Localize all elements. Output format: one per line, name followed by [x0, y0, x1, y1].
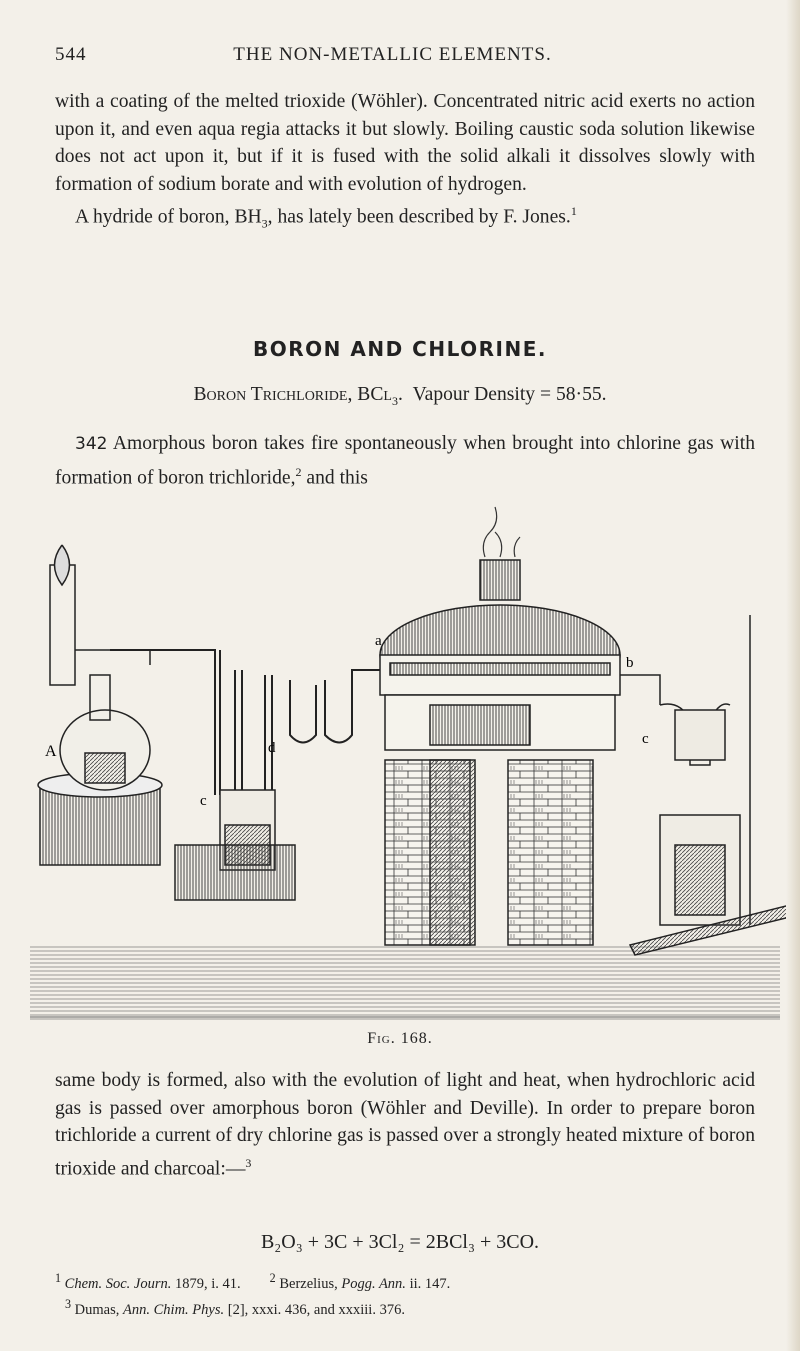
top-paragraph	[55, 88, 755, 238]
subsection-title	[0, 384, 800, 409]
footnote-1-source: Chem. Soc. Journ.	[64, 1275, 172, 1292]
continuation-text: same body is formed, also with the evolution of light and heat, when hydrochloric acid gas is passed over amorphous boron (Wöhler and Deville). In order to prepare boron trichloride a current of dry chlorine gas is passed over a strongly heated mixture of boron trioxide and charcoal:—	[55, 1070, 755, 1180]
subsection-title-text: Boron Trichloride, BCl	[193, 384, 392, 405]
continuation-paragraph	[55, 1067, 755, 1183]
receiver-apparatus	[620, 615, 790, 955]
hydride-lead: A hydride of boron, BH	[75, 206, 262, 228]
footnote-ref-1: 1	[570, 204, 577, 218]
label-c-right: c	[642, 731, 649, 747]
apparatus-figure	[30, 505, 790, 1020]
label-c-left: c	[200, 793, 207, 809]
label-d: d	[268, 740, 276, 756]
label-a: a	[375, 633, 382, 649]
hydride-sub: 3	[261, 216, 268, 231]
footnote-3-author: Dumas,	[74, 1301, 120, 1318]
drying-base	[175, 845, 295, 900]
paragraph-342-text-b: and this	[306, 467, 368, 489]
label-b: b	[626, 655, 634, 671]
footnote-1-rest: 1879, i. 41.	[175, 1275, 241, 1292]
footnote-3	[55, 1294, 755, 1320]
footnote-1-2	[55, 1268, 755, 1294]
footnote-mark-3: 3	[65, 1296, 72, 1311]
running-header	[55, 44, 730, 74]
footnote-ref-2: 2	[295, 464, 302, 479]
paragraph-number: 342	[75, 434, 108, 454]
floor-shading	[30, 945, 780, 1020]
furnace	[380, 560, 620, 945]
footnote-2-source: Pogg. Ann.	[341, 1275, 406, 1292]
paragraph-342-text-a: Amorphous boron takes fire spontaneously when brought into chlorine gas with formation of boron trichloride,	[55, 433, 755, 489]
running-title: THE NON-METALLIC ELEMENTS.	[233, 44, 552, 65]
section-heading: BORON AND CHLORINE.	[253, 337, 547, 361]
smoke	[483, 507, 520, 557]
vapour-density: Vapour Density = 58·55.	[412, 384, 607, 405]
subsection-title-sub: 3	[391, 393, 398, 408]
figure-caption-text: Fig. 168.	[367, 1030, 433, 1047]
footnote-3-source: Ann. Chim. Phys.	[123, 1301, 225, 1318]
footnote-2-author: Berzelius,	[279, 1275, 338, 1292]
subsection-title-end: .	[397, 384, 403, 405]
top-paragraph-text: with a coating of the melted trioxide (Wöhler). Concentrated nitric acid exerts no action upon it, and even aqua regia attacks it but slowly. Boiling caustic soda solution likewise does not act upon it, but if it is fused with the solid alkali it dissolves slowly with formation of sodium borate and with evolution of hydrogen.	[55, 91, 755, 195]
footnotes	[55, 1268, 755, 1320]
paragraph-342	[55, 430, 755, 492]
footnote-mark-1: 1	[55, 1271, 62, 1285]
footnote-mark-2: 2	[269, 1271, 276, 1285]
chemical-equation: B₂O₃ + 3C + 3Cl₂ = 2BCl₃ + 3CO.	[260, 1231, 540, 1253]
page-edge-shadow	[786, 0, 800, 1351]
figure-caption	[0, 1030, 800, 1048]
chlorine-generator-flask	[38, 545, 162, 865]
hydride-paragraph	[55, 198, 755, 238]
page-number: 544	[55, 44, 87, 65]
hydride-tail: , has lately been described by F. Jones.	[267, 206, 571, 228]
footnote-ref-3: 3	[245, 1155, 252, 1170]
label-A: A	[45, 743, 57, 760]
footnote-2-rest: ii. 147.	[409, 1275, 451, 1292]
footnote-3-rest: [2], xxxi. 436, and xxxiii. 376.	[227, 1301, 405, 1318]
